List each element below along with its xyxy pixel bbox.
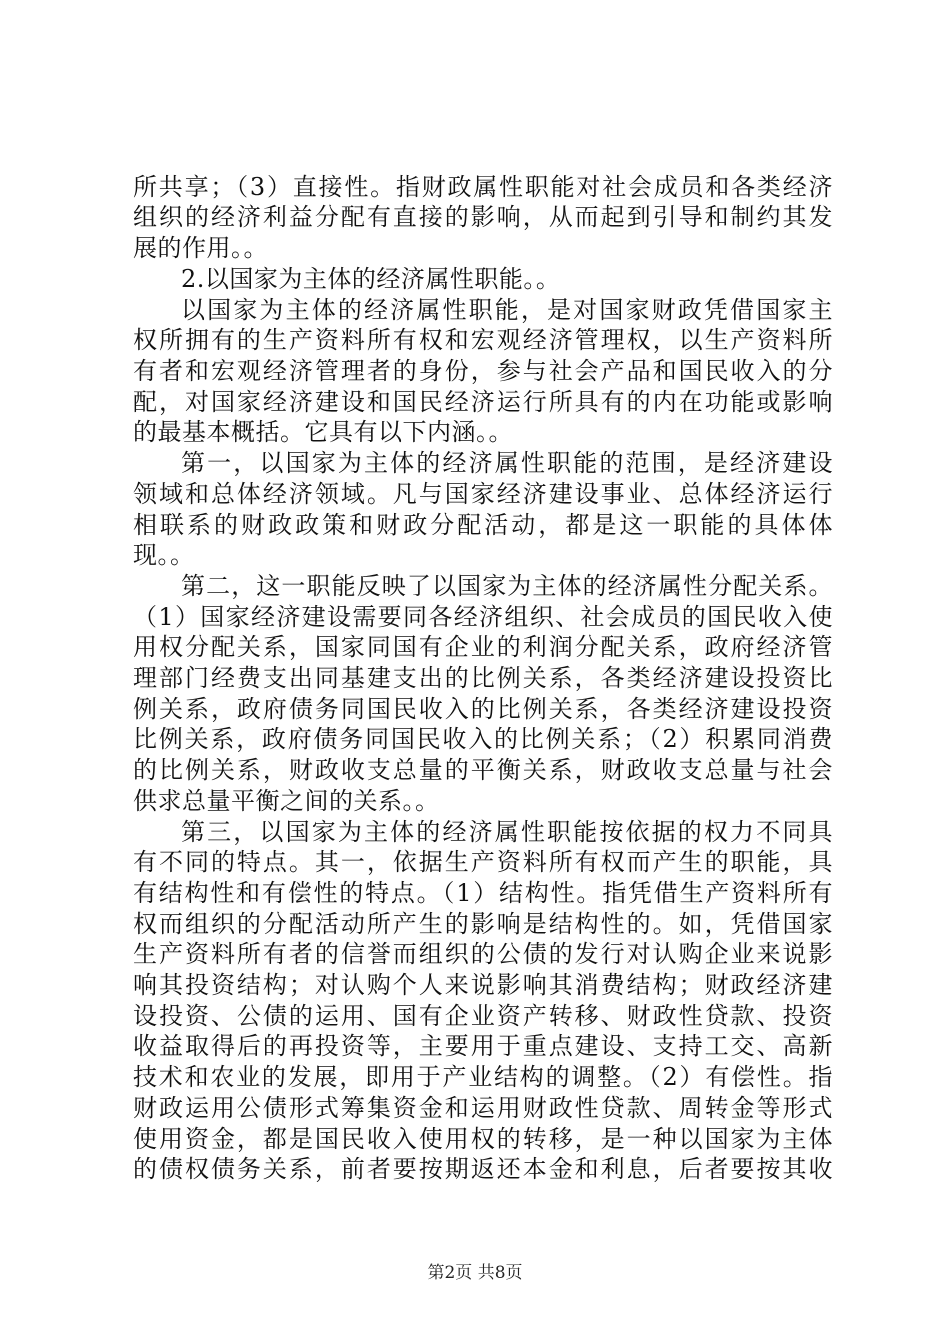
text-line: 展的作用。。 [133, 234, 268, 262]
page-number-footer: 第2页 共8页 [427, 1263, 523, 1283]
text-line: 技术和农业的发展，即用于产业结构的调整。（2）有偿性。指 [133, 1063, 833, 1091]
text-line: 第二，这一职能反映了以国家为主体的经济属性分配关系。 [181, 572, 833, 600]
section-heading: 2.以国家为主体的经济属性职能。。 [181, 265, 561, 293]
text-line: 领域和总体经济领域。凡与国家经济建设事业、总体经济运行 [133, 480, 833, 508]
text-line: 的债权债务关系，前者要按期返还本金和利息，后者要按其收 [133, 1155, 833, 1183]
text-line: 权而组织的分配活动所产生的影响是结构性的。如，凭借国家 [133, 910, 833, 938]
text-line: 现。。 [133, 541, 195, 569]
text-line: 例关系，政府债务同国民收入的比例关系，各类经济建设投资 [133, 695, 833, 723]
text-line: 生产资料所有者的信誉而组织的公债的发行对认购企业来说影 [133, 940, 833, 968]
text-line: 所共享；（3）直接性。指财政属性职能对社会成员和各类经济 [133, 173, 833, 201]
text-line: 组织的经济利益分配有直接的影响，从而起到引导和制约其发 [133, 203, 833, 231]
text-line: 配，对国家经济建设和国民经济运行所具有的内在功能或影响 [133, 388, 833, 416]
text-line: 设投资、公债的运用、国有企业资产转移、财政性贷款、投资 [133, 1002, 833, 1030]
text-line: 权所拥有的生产资料所有权和宏观经济管理权，以生产资料所 [133, 326, 833, 354]
text-line: 的比例关系，财政收支总量的平衡关系，财政收支总量与社会 [133, 756, 833, 784]
text-line: 相联系的财政政策和财政分配活动，都是这一职能的具体体 [133, 511, 833, 539]
text-line: 有不同的特点。其一，依据生产资料所有权而产生的职能，具 [133, 848, 833, 876]
text-line: 有者和宏观经济管理者的身份，参与社会产品和国民收入的分 [133, 357, 833, 385]
text-line: 使用资金，都是国民收入使用权的转移，是一种以国家为主体 [133, 1125, 833, 1153]
text-line: 理部门经费支出同基建支出的比例关系，各类经济建设投资比 [133, 664, 833, 692]
text-line: 供求总量平衡之间的关系。。 [133, 787, 440, 815]
text-line: 第一，以国家为主体的经济属性职能的范围，是经济建设 [181, 449, 833, 477]
text-line: 第三，以国家为主体的经济属性职能按依据的权力不同具 [181, 818, 833, 846]
text-line: （1）国家经济建设需要同各经济组织、社会成员的国民收入使 [133, 603, 833, 631]
text-line: 的最基本概括。它具有以下内涵。。 [133, 418, 513, 446]
text-line: 收益取得后的再投资等，主要用于重点建设、支持工交、高新 [133, 1032, 833, 1060]
text-line: 以国家为主体的经济属性职能，是对国家财政凭借国家主 [181, 296, 833, 324]
text-line: 响其投资结构；对认购个人来说影响其消费结构；财政经济建 [133, 971, 833, 999]
text-line: 比例关系，政府债务同国民收入的比例关系；（2）积累同消费 [133, 725, 833, 753]
text-line: 有结构性和有偿性的特点。（1）结构性。指凭借生产资料所有 [133, 879, 833, 907]
text-line: 财政运用公债形式筹集资金和运用财政性贷款、周转金等形式 [133, 1094, 833, 1122]
text-line: 用权分配关系，国家同国有企业的利润分配关系，政府经济管 [133, 633, 833, 661]
